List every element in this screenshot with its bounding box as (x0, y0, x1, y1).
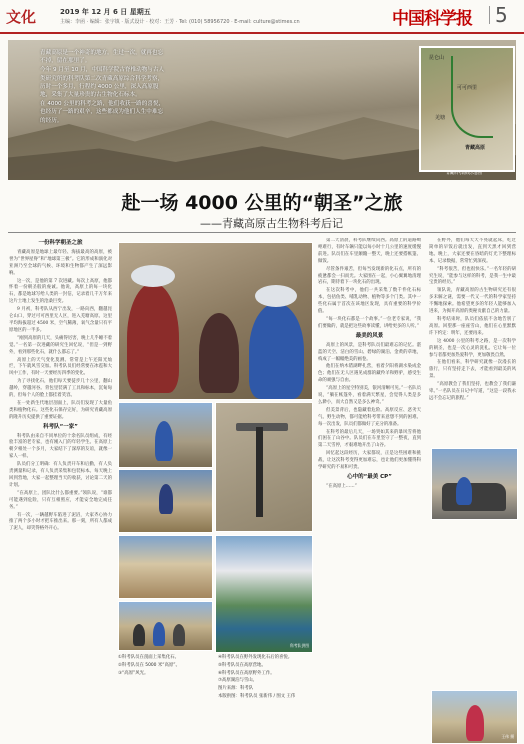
route-line (451, 56, 493, 138)
photo-rock-hammer (215, 402, 313, 532)
body-paragraph: 9 月初，科考队从西宁出发，一路向西，翻越昆仑山口，穿过可可西里无人区，进入羌塘高原。这里平均海拔超过 4500 米，空气稀薄，氧气含量只有平原地区的一半多。 (9, 307, 112, 333)
intro-paragraph: 在 4000 公里的科考之路，他们收获一路的喜悦，也经历了一路的艰辛，这些都成为他们人生中难忘的经历。 (40, 101, 165, 124)
map-label: 昆仑山 (429, 55, 445, 61)
body-paragraph: 队员们分工明确：有人负责开车和后勤，有人负责测量和记录，有人负责采集和包装标本。每天晚上回到营地，大家一起整理当天的收获，讨论第二天的计划。 (9, 462, 112, 488)
body-paragraph: 科考队由来自不同单位的十余名队员组成，有经验丰富的老专家，也有刚入门的年轻学生。在高原上朝夕相处一个多月，大家结下了深厚的友谊，就像一家人一样。 (9, 433, 112, 460)
person-figure (466, 705, 484, 741)
photo-vehicle (431, 448, 518, 520)
photo-caption: ④科考队员在野外发现化石后的喜悦。 (218, 655, 293, 660)
title-rule (8, 232, 516, 233)
person-figure (159, 484, 173, 514)
body-paragraph: “每一块化石都是一个故事。”一位老专家说，“我们要做的，就是把这些故事读懂，讲给更多的人听。” (318, 316, 421, 329)
body-paragraph: 在野外，他们每天天不亮就起床，吃过简单的早饭后就出发，直到天黑才回到营地。晚上，大家还要在昏暗的灯光下整理标本、记录数据，常常忙到深夜。 (429, 238, 516, 264)
body-paragraph: 高原上的天气变化莫测。常常是上午还阳光灿烂，下午就风雪交加。科考队员们经常要在冰雹和大风中工作，有时一天要经历四季的变化。 (9, 357, 112, 377)
body-paragraph: “高原教会了我们坚持，也教会了我们谦卑。”一名队员在日记中写道，“这是一段我永远不会忘记的旅程。” (429, 382, 516, 401)
page-header (0, 0, 524, 34)
masthead-logo: 中国科学报 (392, 9, 472, 29)
photo-badlands (118, 535, 213, 599)
photo-jumping-person (118, 469, 213, 533)
photo-field-team (118, 402, 213, 468)
body-paragraph: 在一处新生代地层剖面上，队员们发现了大量鱼类和植物化石。这些化石保存完好，为研究青藏高原的隆升历史提供了重要证据。 (9, 400, 112, 420)
page-number-divider (489, 6, 490, 24)
body-paragraph: 在他们看来，科学研究就像一次漫长的旅行，只有坚持走下去，才能看到最美的风景。 (429, 360, 516, 380)
body-paragraph: 这 4000 公里的科考之路，是一次科学的朝圣，也是一次心灵的洗礼。它让每一位参与者都更加热爱科学，更加敬畏自然。 (429, 338, 516, 358)
body-paragraph: “在高原上……” (326, 483, 357, 489)
body-paragraph: 在科考的最后几天，一场突如其来的暴风雪将他们困在了山谷中。队员们在车里坚守了一整夜，直到第二天雪停，才艰难地开出了山谷。 (318, 429, 421, 449)
body-paragraph: 尽管条件艰苦，但每当发现新的化石点，所有的疲惫都会一扫而光。大家围在一起，小心翼翼地清理岩石，期待着下一块化石的出现。 (318, 266, 421, 286)
map-label: 可可西里 (457, 85, 478, 91)
photo-caption: ①科考队员在剖面上采集化石。 (118, 655, 180, 660)
article-subtitle: ——青藏高原古生物科考后记 (200, 217, 343, 230)
article-column-1 (9, 238, 112, 742)
body-paragraph: 有一次，一辆越野车陷进了泥沼，大家齐心协力推了两个多小时才把车推出来。那一刻，所有人都成了泥人，却笑得格外开心。 (9, 512, 112, 532)
person-figure (456, 477, 472, 505)
section-heading: 科考队“一家” (43, 423, 78, 430)
body-paragraph: 领队说，青藏高原的古生物研究还有很多未解之谜，需要一代又一代的科学家坚持不懈地探索。他希望更多的年轻人能够加入进来，为揭开高原的奥秘贡献自己的力量。 (429, 288, 516, 315)
hat (131, 265, 175, 287)
body-paragraph: “科考很苦，但也很快乐。”一名年轻的研究生说，“能参与这样的科考，是我一生中最宝贵的经历。” (429, 266, 516, 286)
body-paragraph: “刚到高原的几天，头痛得厉害，晚上几乎睡不着觉。”一名第一次进藏的研究生回忆说，“但是一到野外，看到那些化石，就什么都忘了。” (9, 335, 112, 355)
body-paragraph: 这一次，是他的第 7 次进藏。每次上高原，他都怀着一份朝圣般的虔诚。他说，高原上的每一块化石，都是地球写给人类的一封信，记录着几千万年来这片土地上发生的沧桑巨变。 (9, 278, 112, 305)
body-paragraph: 他们在纳木错湖畔扎营，看着夕阳将湖水染成金色；他们在无人区遇见成群的藏羚羊和野驴，感受生命的顽强与自由。 (318, 364, 421, 384)
caption-list-right (218, 655, 313, 702)
person-figure (133, 624, 145, 646)
section-heading: 一份科学朝圣之旅 (38, 240, 83, 246)
body-paragraph: 回忆起这段经历，大家都说，正是这些困难和挑战，让这次科考变得更加难忘，也让他们更加懂得科学研究的不易和可贵。 (318, 451, 421, 471)
photo-caption: 图片来源：科考队 (218, 686, 254, 692)
article-title: 赴一场 4000 公里的“朝圣”之旅 (121, 192, 403, 214)
photo-caption: ⑦高原湖泊与雪山。 (218, 678, 258, 684)
photo-portrait (431, 690, 518, 744)
body-paragraph: 但美景背后，也隐藏着危险。高原反应、恶劣天气、野生动物，都可能给科考带来意想不到的困难。每一次出发，队员们都做好了充分的准备。 (318, 407, 421, 427)
caption-list-left (118, 655, 213, 678)
intro-paragraph: 青藏高原是一个神奇的地方。生过一次，就再也忘不掉，留在那里了。 (40, 50, 164, 65)
issue-date: 2019 年 12 月 6 日 星期五 (60, 8, 151, 16)
person-figure (173, 624, 185, 646)
route-map (419, 46, 515, 172)
hat (255, 285, 297, 307)
section-heading: 心中的“最美 CP” (347, 474, 392, 480)
photo-lake-mountains (215, 535, 313, 653)
map-credit: 青藏科考路线示意图 (446, 170, 482, 175)
map-label: 羌塘 (435, 115, 446, 121)
body-paragraph: 在这次科考中，他们一共采集了数千件化石标本，包括鱼类、哺乳动物、植物等多个门类。其中一些化石属于首次在该地区发现，具有重要的科学价值。 (318, 288, 421, 315)
person-figure (249, 303, 304, 399)
body-paragraph: “在高原上，团队比什么都重要。”领队说，“谁都可能遇到危险，只有互相照应，才能安全地完成任务。” (9, 490, 112, 510)
intro-overlay (40, 49, 168, 126)
body-paragraph: “高原上的星空特别美，银河清晰可见。”一名队员说，“躺在帐篷外，看着满天繁星，会觉得人类是多么渺小，而大自然又是多么神奇。” (318, 386, 421, 405)
article-column-3 (429, 238, 516, 446)
person-figure (127, 283, 179, 393)
body-paragraph: 为了寻找化石，他们每天要徒步几十公里，翻山越岭，穿越河谷。背包里装满了工具和标本，沉甸甸的，但每个人的脸上都挂着笑容。 (9, 379, 112, 399)
photo-credit: 王伟 摄 (501, 734, 514, 739)
photo-credit: 科考队供图 (290, 643, 309, 648)
body-paragraph: 高原上的风景，是科考队员们最难忘的记忆。湛蓝的天空、洁白的雪山、碧绿的湖泊、金黄的草地，构成了一幅幅绝美的画卷。 (318, 342, 421, 362)
photo-caption: ③“高原”风光。 (118, 670, 149, 676)
map-label: 青藏高原 (465, 145, 486, 151)
photo-caption: 本版供图：科考队员 张新伟 / 图文 王伟 (218, 693, 296, 699)
photo-team-group (118, 601, 213, 651)
hammer-handle (256, 427, 263, 517)
editor-line: 主编：李函 · 编辑：张宇镇 · 版式设计 · 校对：王芳 · Tel: (010) 58956720 · E-mail: culture@stimes.cn (60, 19, 300, 25)
section-heading: 最美的风景 (355, 332, 384, 339)
photo-caption: ⑤科考队员在高原营地。 (218, 662, 266, 668)
body-paragraph: 第二天清晨，科考队继续向西。高原上的道路崎岖难行，有时车辆只能以每小时十几公里的速度缓慢前进。队员们在车里颠簸一整天，晚上还要搭帐篷、做饭。 (318, 238, 421, 264)
section-label: 文化 (6, 8, 37, 26)
body-paragraph: 科考结束时，队员们依依不舍地告别了高原。回望那一座座雪山，他们在心里默默许下约定：明年，还要再来。 (429, 316, 516, 336)
intro-paragraph: 今年 9 月至 10 月，中国科学院古脊椎动物与古人类研究所的科考队第二次青藏高原综合科学考察，历时一个多月，行程约 4000 公里，深入高原腹地，采集了大量珍贵的古生物化石标本。 (40, 67, 165, 99)
body-paragraph: 青藏高原是地球上最年轻、海拔最高的高原，被誉为“世界屋脊”和“地球第三极”。它的形成和演化对亚洲乃至全球的气候、环境和生物都产生了深远影响。 (9, 249, 112, 276)
person-figure (199, 313, 239, 393)
photo-caption: ②科考队员在 5000 米“高原”。 (118, 662, 180, 668)
person-figure (155, 421, 173, 461)
page-number: 5 (495, 3, 508, 27)
vehicle-body (442, 483, 506, 511)
person-figure (153, 622, 165, 646)
photo-fossil-collecting (118, 242, 313, 400)
photo-caption: ⑥科考队员在高原野外工作。 (218, 670, 275, 676)
article-column-2 (318, 238, 421, 742)
